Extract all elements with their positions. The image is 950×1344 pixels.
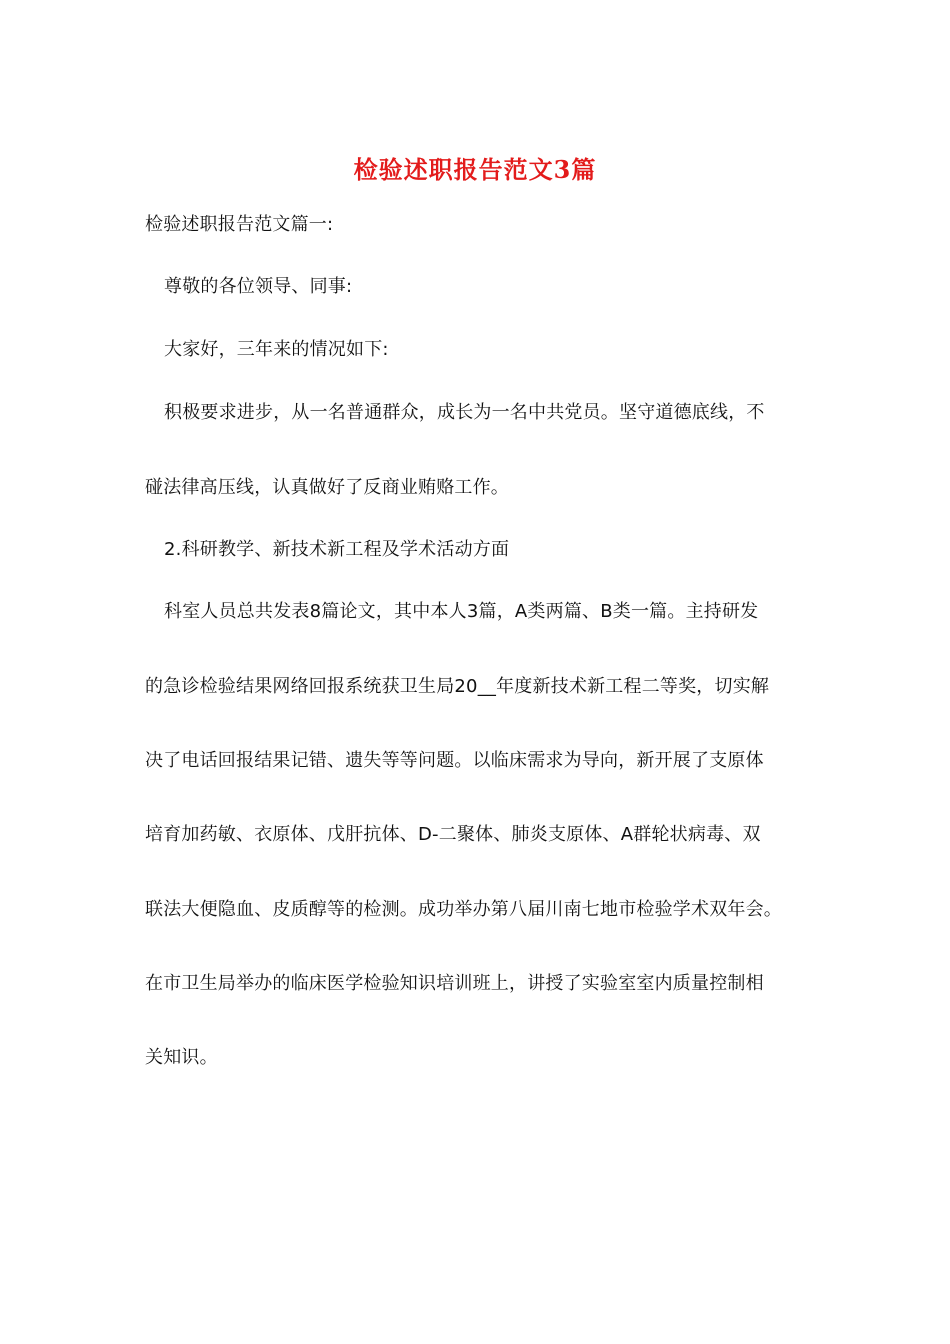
paragraph-line: 在市卫生局举办的临床医学检验知识培训班上，讲授了实验室室内质量控制相 <box>145 973 764 994</box>
paragraph-line: 科室人员总共发表8篇论文，其中本人3篇，A类两篇、B类一篇。主持研发 <box>164 601 759 622</box>
paragraph-line: 决了电话回报结果记错、遗失等等问题。以临床需求为导向，新开展了支原体 <box>145 750 764 771</box>
paragraph-line: 培育加药敏、衣原体、戊肝抗体、D-二聚体、肺炎支原体、A群轮状病毒、双 <box>145 824 761 845</box>
greeting-line: 大家好，三年来的情况如下: <box>164 339 389 360</box>
paragraph-line: 的急诊检验结果网络回报系统获卫生局20__年度新技术新工程二等奖，切实解 <box>145 676 770 697</box>
paragraph-line: 积极要求进步，从一名普通群众，成长为一名中共党员。坚守道德底线，不 <box>164 402 765 423</box>
subsection-heading: 2.科研教学、新技术新工程及学术活动方面 <box>164 539 510 560</box>
paragraph-line: 关知识。 <box>145 1047 218 1068</box>
section-heading: 检验述职报告范文篇一: <box>145 214 334 235</box>
document-title: 检验述职报告范文3篇 <box>353 155 597 184</box>
salutation-line: 尊敬的各位领导、同事: <box>164 276 353 297</box>
paragraph-line: 联法大便隐血、皮质醇等的检测。成功举办第八届川南七地市检验学术双年会。 <box>145 899 782 920</box>
paragraph-line: 碰法律高压线，认真做好了反商业贿赂工作。 <box>145 477 509 498</box>
